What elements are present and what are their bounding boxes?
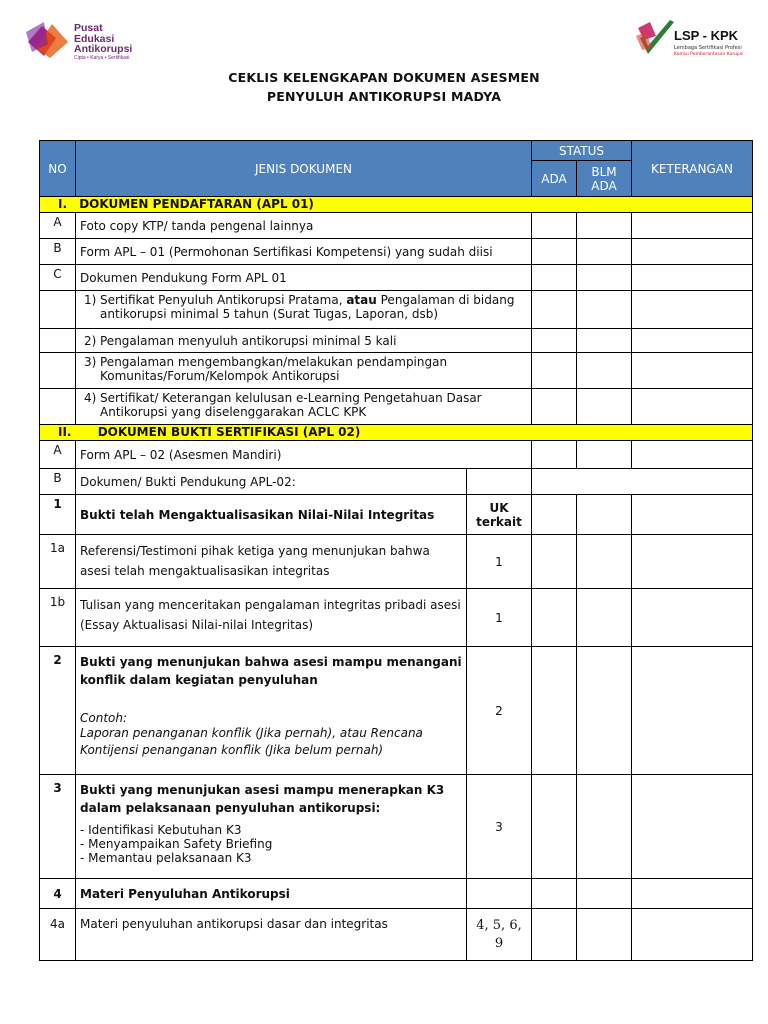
keterangan-cell[interactable] — [632, 265, 753, 291]
table-row — [40, 389, 753, 425]
row-text — [76, 353, 532, 389]
ada-cell[interactable] — [532, 329, 577, 353]
logo-line-3: Antikorupsi — [74, 43, 133, 55]
blm-ada-cell[interactable] — [577, 775, 632, 879]
section-2-row — [40, 425, 753, 441]
table-row — [40, 589, 753, 647]
row-text: Form APL – 02 (Asesmen Mandiri) — [76, 441, 532, 469]
table-row — [40, 535, 753, 589]
keterangan-cell[interactable] — [632, 389, 753, 425]
keterangan-cell[interactable] — [632, 909, 753, 961]
ada-cell[interactable] — [532, 909, 577, 961]
ada-cell[interactable] — [532, 389, 577, 425]
uk-value: 3 — [467, 775, 532, 879]
blm-ada-cell[interactable] — [577, 589, 632, 647]
table-row — [40, 441, 753, 469]
row-no: A — [40, 441, 76, 469]
blm-ada-cell[interactable] — [577, 495, 632, 535]
keterangan-cell[interactable] — [632, 329, 753, 353]
blm-ada-cell[interactable] — [577, 441, 632, 469]
pusat-edukasi-logo — [22, 18, 142, 62]
blm-ada-cell[interactable] — [577, 265, 632, 291]
logo-line-2: Edukasi — [74, 32, 115, 45]
ada-cell[interactable] — [532, 535, 577, 589]
lsp-kpk-name: LSP - KPK — [674, 28, 739, 43]
row-text: Form APL – 01 (Permohonan Sertifikasi Kompetensi) yang sudah diisi — [76, 239, 532, 265]
row-no: A — [40, 213, 76, 239]
row-no: 4 — [40, 879, 76, 909]
keterangan-cell[interactable] — [632, 879, 753, 909]
row-no: 1 — [40, 495, 76, 535]
ada-cell[interactable] — [532, 265, 577, 291]
keterangan-cell[interactable] — [632, 775, 753, 879]
section-1-number: I. — [58, 197, 68, 211]
keterangan-cell[interactable] — [632, 353, 753, 389]
row-text: Bukti telah Mengaktualisasikan Nilai-Nilai Integritas — [76, 495, 467, 535]
uk-value: 1 — [467, 535, 532, 589]
ada-cell[interactable] — [532, 441, 577, 469]
row-text: Referensi/Testimoni pihak ketiga yang menunjukan bahwa asesi telah mengaktualisasikan integritas — [76, 535, 467, 589]
item-number: 2) — [84, 333, 97, 348]
row-no: B — [40, 239, 76, 265]
table-row — [40, 775, 753, 879]
uk-terkait-header: UK terkait — [467, 495, 532, 535]
keterangan-cell[interactable] — [632, 647, 753, 775]
row-no: 1a — [40, 535, 76, 589]
row-text — [76, 329, 532, 353]
keterangan-cell[interactable] — [632, 239, 753, 265]
blm-ada-cell[interactable] — [577, 353, 632, 389]
item-text: Pengalaman mengembangkan/melakukan pendampingan Komunitas/Forum/Kelompok Antikorupsi — [100, 355, 448, 383]
header-no: NO — [40, 141, 76, 197]
ada-cell[interactable] — [532, 213, 577, 239]
ada-cell[interactable] — [532, 239, 577, 265]
section-2-label: DOKUMEN BUKTI SERTIFIKASI (APL 02) — [97, 425, 361, 439]
blm-ada-cell[interactable] — [577, 647, 632, 775]
header-ada: ADA — [532, 161, 577, 197]
table-row — [40, 909, 753, 961]
row-text: Tulisan yang menceritakan pengalaman integritas pribadi asesi (Essay Aktualisasi Nilai-nilai Integritas) — [76, 589, 467, 647]
keterangan-cell[interactable] — [632, 213, 753, 239]
item-text: Sertifikat/ Keterangan kelulusan e-Learning Pengetahuan Dasar Antikorupsi yang diselenggarakan ACLC KPK — [100, 391, 482, 419]
row-no: 3 — [40, 775, 76, 879]
contoh-text: Laporan penanganan konflik (Jika pernah), atau Rencana Kontijensi penanganan konflik (Jika belum pernah) — [80, 726, 423, 758]
row-no: B — [40, 469, 76, 495]
k3-item: - Memantau pelaksanaan K3 — [80, 851, 252, 865]
ada-cell[interactable] — [532, 647, 577, 775]
table-row — [40, 879, 753, 909]
logo-line-1: Pusat — [74, 22, 103, 34]
ada-cell[interactable] — [532, 353, 577, 389]
k3-item: - Identifikasi Kebutuhan K3 — [80, 823, 242, 837]
item-number: 4) — [84, 391, 97, 405]
blm-ada-cell[interactable] — [577, 329, 632, 353]
blm-ada-cell[interactable] — [577, 239, 632, 265]
lsp-kpk-logo — [634, 18, 746, 64]
section-1-label: DOKUMEN PENDAFTARAN (APL 01) — [79, 197, 314, 211]
checklist-table — [39, 140, 753, 961]
ada-cell[interactable] — [532, 291, 577, 329]
lsp-kpk-sub2: Komisi Pemberantasan Korupsi — [674, 52, 744, 57]
row-text — [76, 775, 467, 879]
item-text-bold: atau — [346, 293, 377, 307]
section-1-row — [40, 197, 753, 213]
header-blm-ada: BLM ADA — [577, 161, 632, 197]
table-row — [40, 213, 753, 239]
row-text: Foto copy KTP/ tanda pengenal lainnya — [76, 213, 532, 239]
item-text-pre: Sertifikat Penyuluh Antikorupsi Pratama, — [100, 293, 347, 307]
blm-ada-cell[interactable] — [577, 535, 632, 589]
item-number: 1) — [84, 293, 97, 307]
table-row — [40, 353, 753, 389]
keterangan-cell[interactable] — [632, 535, 753, 589]
section-2-number: II. — [58, 425, 72, 439]
uk-value: 2 — [467, 647, 532, 775]
row-text — [76, 647, 467, 775]
keterangan-cell[interactable] — [632, 589, 753, 647]
row-2-title: Bukti yang menunjukan bahwa asesi mampu menangani konflik dalam kegiatan penyuluhan — [80, 655, 462, 687]
blm-ada-cell[interactable] — [577, 879, 632, 909]
contoh-label: Contoh: — [80, 711, 128, 725]
ada-cell[interactable] — [532, 589, 577, 647]
uk-value: 4, 5, 6, 9 — [467, 909, 532, 961]
header-status: STATUS — [532, 141, 632, 161]
row-text — [76, 389, 532, 425]
logo-mark-icon — [22, 18, 70, 62]
blm-ada-cell[interactable] — [577, 909, 632, 961]
blm-ada-cell[interactable] — [577, 389, 632, 425]
row-no: 4a — [40, 909, 76, 961]
keterangan-cell[interactable] — [632, 441, 753, 469]
row-3-title: Bukti yang menunjukan asesi mampu menerapkan K3 dalam pelaksanaan penyuluhan antikorupsi: — [80, 783, 445, 815]
row-text — [76, 291, 532, 329]
table-row — [40, 291, 753, 329]
header-keterangan: KETERANGAN — [632, 141, 753, 197]
table-row — [40, 329, 753, 353]
table-row — [40, 265, 753, 291]
row-text: Dokumen Pendukung Form APL 01 — [76, 265, 532, 291]
blm-ada-cell[interactable] — [577, 291, 632, 329]
logo-tagline: Cipta • Karya • Sertifikasi — [74, 54, 130, 61]
header-jenis-dokumen: JENIS DOKUMEN — [76, 141, 532, 197]
doc-title-line-2: PENYULUH ANTIKORUPSI MADYA — [266, 89, 502, 104]
row-text: Materi penyuluhan antikorupsi dasar dan integritas — [76, 909, 467, 961]
row-no: 1b — [40, 589, 76, 647]
ada-cell[interactable] — [532, 775, 577, 879]
keterangan-cell[interactable] — [632, 495, 753, 535]
row-no: C — [40, 265, 76, 291]
table-row — [40, 239, 753, 265]
ada-cell[interactable] — [532, 879, 577, 909]
blm-ada-cell[interactable] — [577, 213, 632, 239]
table-row — [40, 647, 753, 775]
item-number: 3) — [84, 355, 97, 369]
item-text: Pengalaman menyuluh antikorupsi minimal 5 kali — [100, 333, 397, 348]
item-text-post: Pengalaman di bidang antikorupsi minimal 5 tahun (Surat Tugas, Laporan, dsb) — [100, 293, 515, 321]
row-no: 2 — [40, 647, 76, 775]
ada-cell[interactable] — [532, 495, 577, 535]
row-text: Dokumen/ Bukti Pendukung APL-02: — [76, 469, 467, 495]
table-row — [40, 495, 753, 535]
keterangan-cell[interactable] — [632, 291, 753, 329]
uk-value: 1 — [467, 589, 532, 647]
row-text: Materi Penyuluhan Antikorupsi — [76, 879, 467, 909]
doc-title-line-1: CEKLIS KELENGKAPAN DOKUMEN ASESMEN — [228, 70, 540, 85]
lsp-kpk-sub1: Lembaga Sertifikasi Profesi — [674, 45, 742, 51]
table-row — [40, 469, 753, 495]
k3-item: - Menyampaikan Safety Briefing — [80, 837, 273, 851]
